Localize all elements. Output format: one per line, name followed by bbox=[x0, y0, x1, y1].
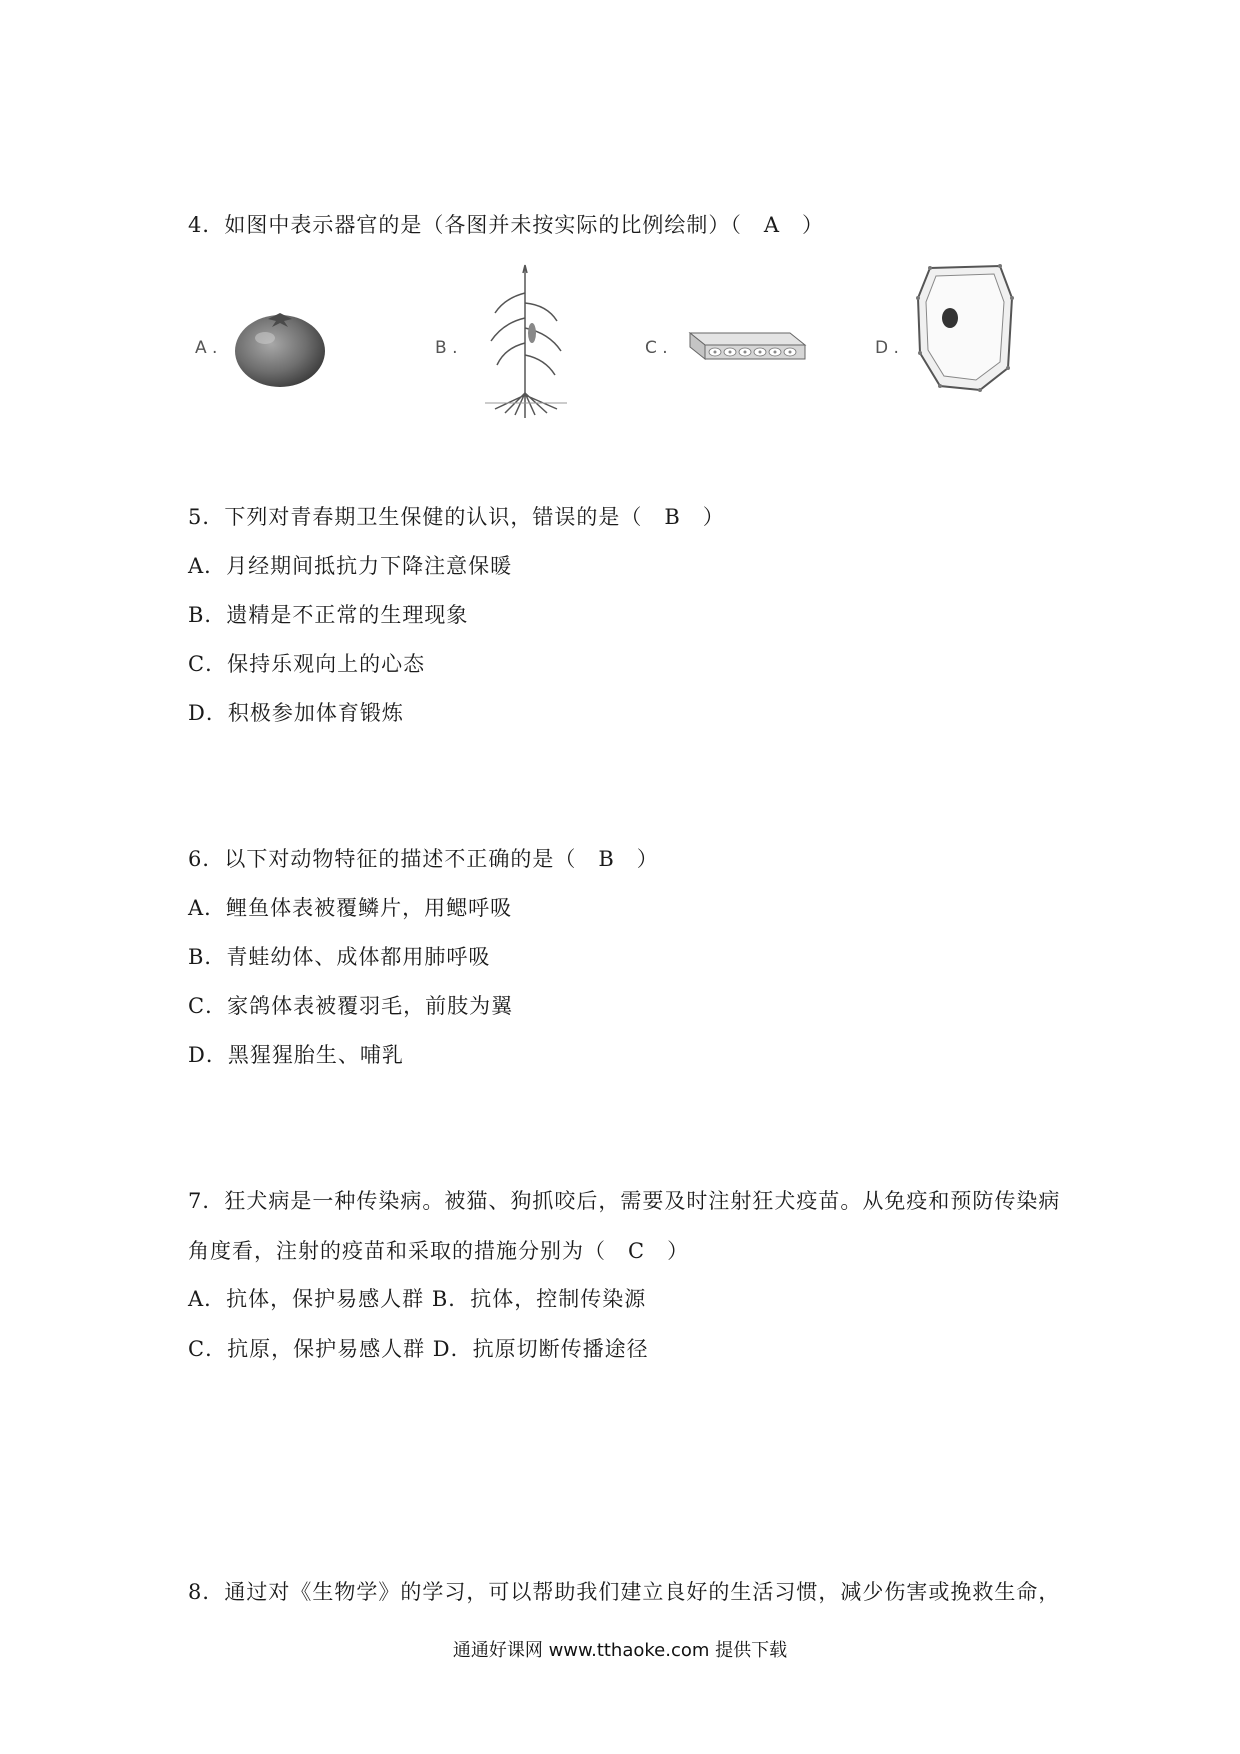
q6-option-a: A．鲤鱼体表被覆鳞片，用鳃呼吸 bbox=[188, 896, 513, 920]
q7-option-ab: A．抗体，保护易感人群 B．抗体，控制传染源 bbox=[188, 1287, 647, 1311]
figure-a-label: A . bbox=[195, 338, 218, 358]
tissue-icon bbox=[680, 323, 810, 373]
q6-option-c: C．家鸽体表被覆羽毛，前肢为翼 bbox=[188, 994, 514, 1018]
figure-d-label: D . bbox=[875, 338, 899, 358]
corn-plant-icon bbox=[475, 263, 575, 423]
q4-figure-a bbox=[195, 268, 395, 418]
q6-option-b: B．青蛙幼体、成体都用肺呼吸 bbox=[188, 945, 491, 969]
q4-figure-b bbox=[435, 268, 635, 418]
q6-stem: 6．以下对动物特征的描述不正确的是（ B ） bbox=[188, 847, 659, 871]
q7-stem-line1: 7．狂犬病是一种传染病。被猫、狗抓咬后，需要及时注射狂犬疫苗。从免疫和预防传染病 bbox=[188, 1189, 1061, 1213]
q4-figure-d bbox=[875, 268, 1075, 418]
figure-c-label: C . bbox=[645, 338, 668, 358]
q7-option-cd: C．抗原，保护易感人群 D．抗原切断传播途径 bbox=[188, 1337, 649, 1361]
q6-option-d: D．黑猩猩胎生、哺乳 bbox=[188, 1043, 404, 1067]
q4-figure-c bbox=[645, 268, 845, 418]
page-footer: 通通好课网 www.tthaoke.com 提供下载 bbox=[452, 1640, 788, 1661]
q7-stem-line2: 角度看，注射的疫苗和采取的措施分别为（ C ） bbox=[188, 1239, 690, 1263]
q4-figures bbox=[195, 268, 1075, 418]
q5-stem: 5．下列对青春期卫生保健的认识，错误的是（ B ） bbox=[188, 505, 725, 529]
q5-option-d: D．积极参加体育锻炼 bbox=[188, 701, 404, 725]
q5-option-a: A．月经期间抵抗力下降注意保暖 bbox=[188, 554, 513, 578]
tomato-icon bbox=[230, 283, 330, 403]
q5-option-b: B．遗精是不正常的生理现象 bbox=[188, 603, 469, 627]
figure-b-label: B . bbox=[435, 338, 458, 358]
q5-option-c: C．保持乐观向上的心态 bbox=[188, 652, 426, 676]
q4-stem: 4．如图中表示器官的是（各图并未按实际的比例绘制）（ A ） bbox=[188, 213, 825, 237]
plant-cell-icon bbox=[910, 258, 1020, 398]
q8-stem: 8．通过对《生物学》的学习，可以帮助我们建立良好的生活习惯，减少伤害或挽救生命， bbox=[188, 1580, 1061, 1604]
